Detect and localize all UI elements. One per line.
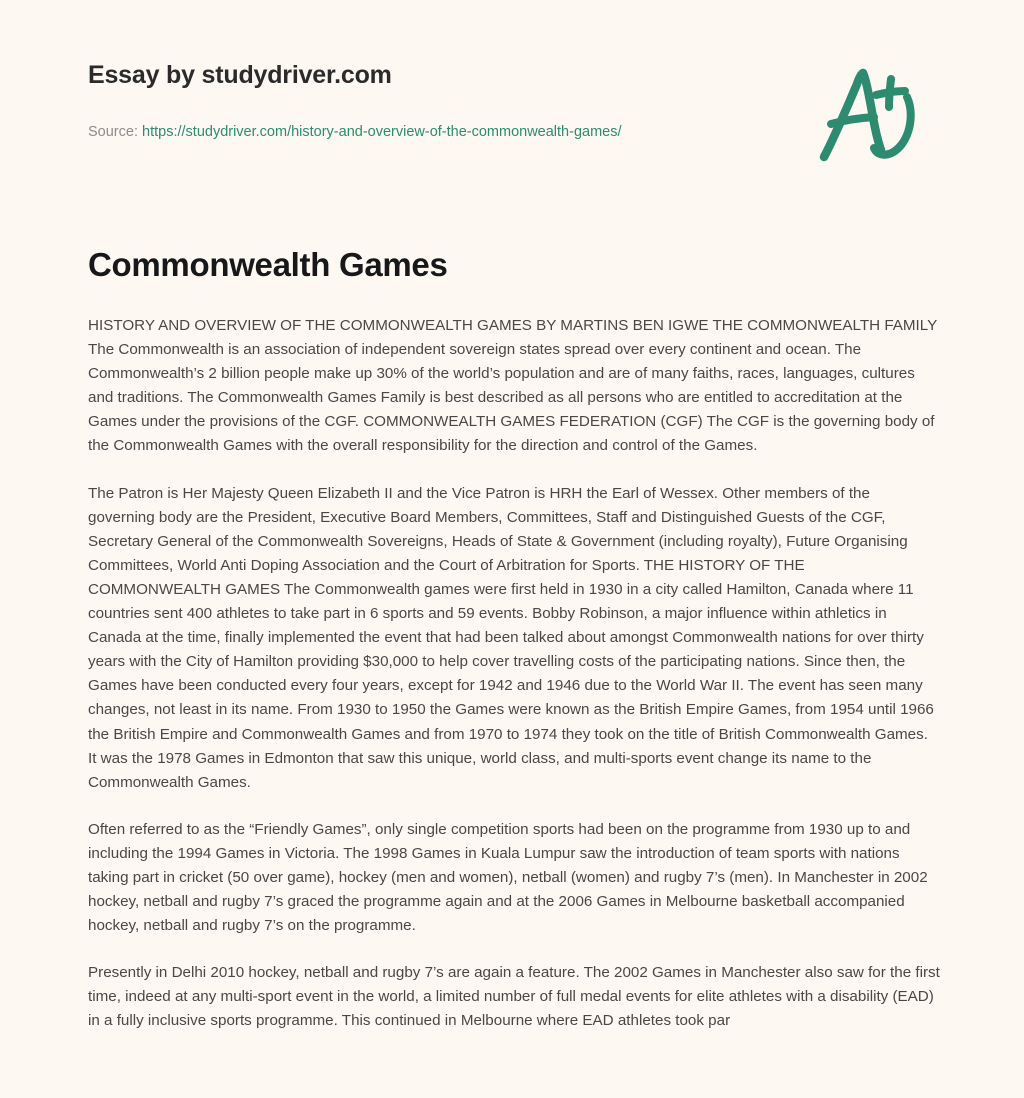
studydriver-a-plus-logo <box>812 62 920 166</box>
page-header <box>0 0 1024 200</box>
essay-paragraph: Presently in Delhi 2010 hockey, netball and rugby 7’s are again a feature. The 2002 Games in Manchester also saw for the first time, indeed at any multi-sport event in the world, a limited number of full medal events for elite athletes with a disability (EAD) in a fully inclusive sports programme. This continued in Melbourne where EAD athletes took par <box>88 964 940 1030</box>
essay-body <box>88 314 940 1034</box>
page-title: Commonwealth Games <box>88 246 448 283</box>
site-byline: Essay by studydriver.com <box>88 61 392 89</box>
essay-paragraph: The Patron is Her Majesty Queen Elizabeth II and the Vice Patron is HRH the Earl of Wessex. Other members of the governing body are the President, Executive Board Members, Committees, Staff and Distinguished Guests of the CGF, Secretary General of the Commonwealth Sovereigns, Heads of State & Government (including royalty), Future Organising Committees, World Anti Doping Association and the Court of Arbitration for Sports. THE HISTORY OF THE COMMONWEALTH GAMES The Commonwealth games were first held in 1930 in a city called Hamilton, Canada where 11 countries sent 400 athletes to take part in 6 sports and 59 events. Bobby Robinson, a major influence within athletics in Canada at the time, finally implemented the event that had been talked about amongst Commonwealth nations for over thirty years with the City of Hamilton providing $30,000 to help cover travelling costs of the participating nations. Since then, the Games have been conducted every four years, except for 1942 and 1946 due to the World War II. The event has seen many changes, not least in its name. From 1930 to 1950 the Games were known as the British Empire Games, from 1954 until 1966 the British Empire and Commonwealth Games and from 1970 to 1974 they took on the title of British Commonwealth Games. It was the 1978 Games in Edmonton that saw this unique, world class, and multi-sports event change its name to the Commonwealth Games. <box>88 484 934 791</box>
essay-paragraph: Often referred to as the “Friendly Games”, only single competition sports had been on the programme from 1930 up to and including the 1994 Games in Victoria. The 1998 Games in Kuala Lumpur saw the introduction of team sports with nations taking part in cricket (50 over game), hockey (men and women), netball (women) and rugby 7’s (men). In Manchester in 2002 hockey, netball and rugby 7’s graced the programme again and at the 2006 Games in Melbourne basketball accompanied hockey, netball and rugby 7’s on the programme. <box>88 820 928 935</box>
source-line <box>88 124 622 140</box>
source-url-link[interactable]: https://studydriver.com/history-and-overview-of-the-commonwealth-games/ <box>142 124 622 140</box>
essay-paragraph: HISTORY AND OVERVIEW OF THE COMMONWEALTH GAMES BY MARTINS BEN IGWE THE COMMONWEALTH FAMILY The Commonwealth is an association of independent sovereign states spread over every continent and ocean. The Commonwealth’s 2 billion people make up 30% of the world’s population and are of many faiths, races, languages, cultures and traditions. The Commonwealth Games Family is best described as all persons who are entitled to accreditation at the Games under the provisions of the CGF. COMMONWEALTH GAMES FEDERATION (CGF) The CGF is the governing body of the Commonwealth Games with the overall responsibility for the direction and control of the Games. <box>88 317 937 455</box>
a-plus-icon <box>812 62 920 166</box>
source-label: Source: <box>88 124 138 140</box>
